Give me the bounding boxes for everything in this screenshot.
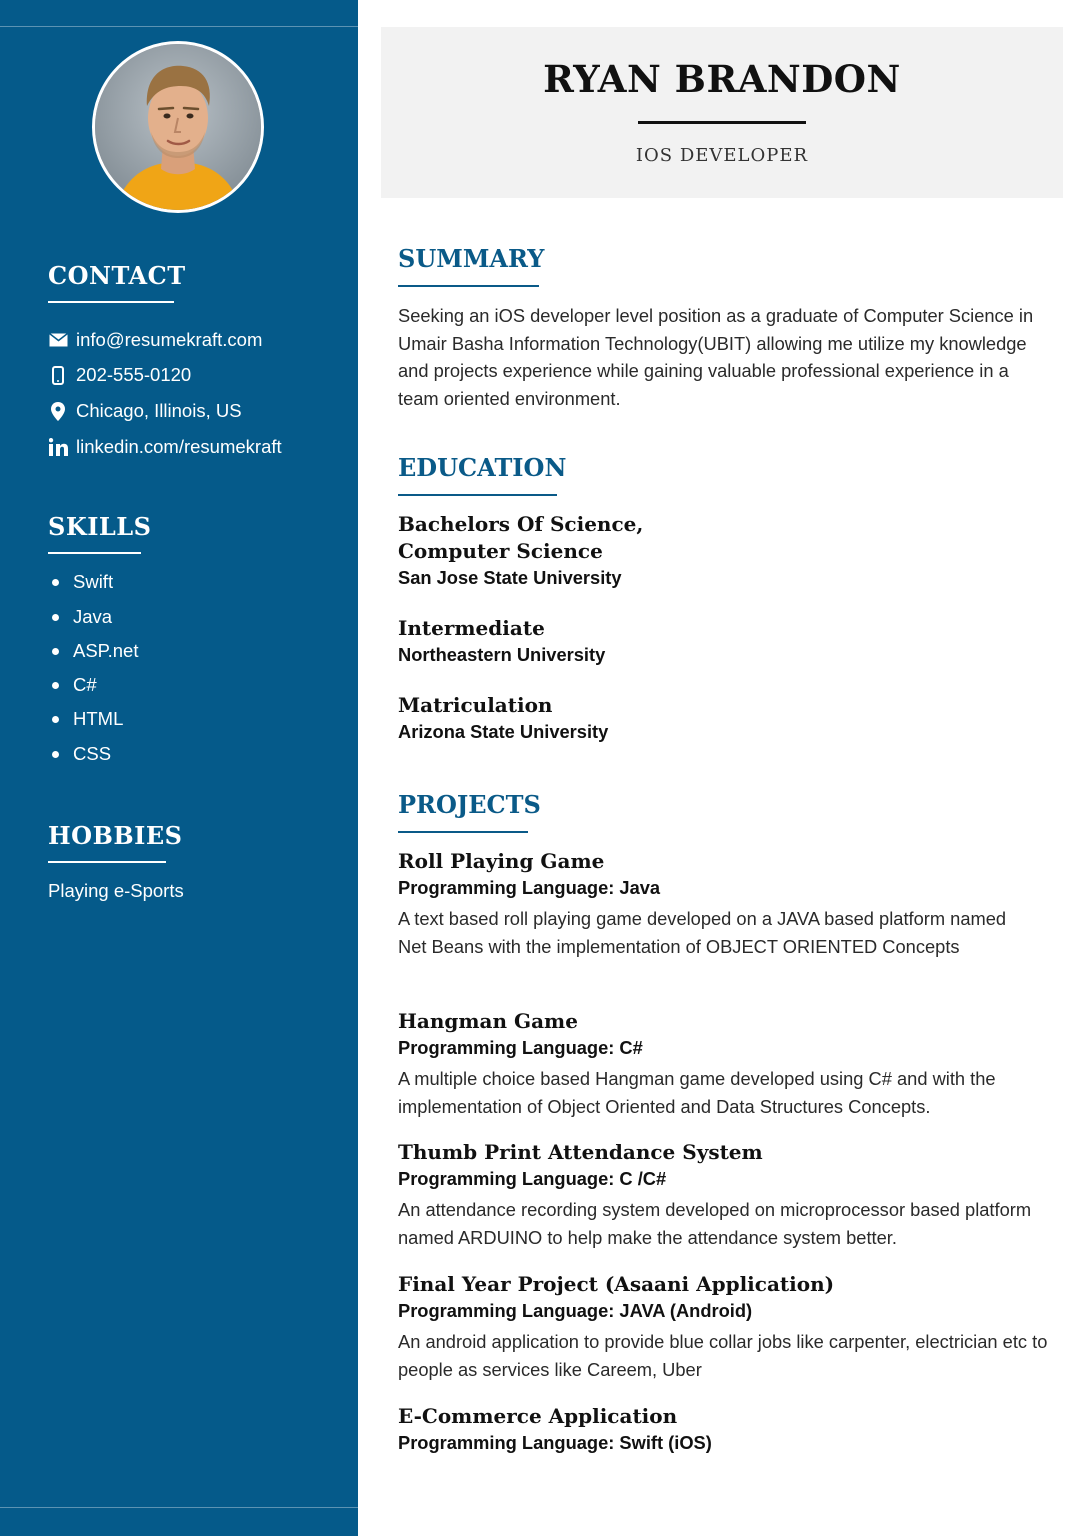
hobbies-heading: HOBBIES	[48, 821, 183, 850]
contact-email[interactable]	[48, 329, 262, 351]
education-heading: EDUCATION	[398, 453, 567, 482]
project-title: Roll Playing Game	[398, 849, 605, 873]
skill-item: Java	[52, 606, 112, 628]
project-description: A text based roll playing game developed on a JAVA based platform named Net Beans with the implementation of OBJECT ORIENTED Concepts	[398, 908, 1007, 957]
project-language: Programming Language: C#	[398, 1037, 643, 1058]
bullet-icon	[52, 614, 59, 621]
education-degree: Matriculation	[398, 693, 553, 717]
sidebar-divider	[0, 26, 358, 27]
phone-icon	[48, 365, 68, 385]
hobbies-underline	[48, 861, 166, 863]
project-title: Thumb Print Attendance System	[398, 1140, 763, 1164]
summary-heading: SUMMARY	[398, 244, 545, 273]
projects-underline	[398, 831, 528, 833]
project-title: Hangman Game	[398, 1009, 578, 1033]
envelope-icon	[48, 330, 68, 350]
education-school: Northeastern University	[398, 644, 606, 665]
education-school: Arizona State University	[398, 721, 609, 742]
sidebar-divider	[0, 1507, 358, 1508]
education-underline	[398, 494, 557, 496]
project-language: Programming Language: C /C#	[398, 1168, 667, 1189]
location-text: Chicago, Illinois, US	[76, 400, 242, 421]
project-title: Final Year Project (Asaani Application)	[398, 1272, 835, 1296]
project-language: Programming Language: Swift (iOS)	[398, 1432, 712, 1453]
phone-text: 202-555-0120	[76, 364, 192, 385]
project-description: An android application to provide blue collar jobs like carpenter, electrician etc to people as services like Careem, Uber	[398, 1331, 1048, 1380]
projects-heading: PROJECTS	[398, 790, 541, 819]
skill-item: Swift	[52, 571, 113, 593]
project-description: An attendance recording system developed on microprocessor based platform named ARDUINO to help make the attendance system better.	[398, 1199, 1032, 1248]
avatar	[92, 41, 264, 213]
bullet-icon	[52, 579, 59, 586]
education-degree: Bachelors Of Science, Computer Science	[398, 512, 644, 563]
person-role: IOS DEVELOPER	[635, 145, 809, 166]
summary-underline	[398, 285, 539, 287]
bullet-icon	[52, 716, 59, 723]
skill-item: C#	[52, 674, 97, 696]
bullet-icon	[52, 648, 59, 655]
project-title: E-Commerce Application	[398, 1404, 678, 1428]
project-language: Programming Language: Java	[398, 877, 661, 898]
map-pin-icon	[48, 401, 68, 421]
contact-linkedin[interactable]	[48, 436, 282, 458]
name-header	[381, 27, 1063, 198]
project-description: A multiple choice based Hangman game developed using C# and with the implementation of Object Oriented and Data Structures Concepts.	[398, 1068, 996, 1117]
skills-underline	[48, 552, 141, 554]
education-school: San Jose State University	[398, 567, 622, 588]
name-underline	[638, 121, 806, 124]
skill-item: CSS	[52, 743, 111, 765]
contact-phone[interactable]	[48, 364, 191, 386]
contact-underline	[48, 301, 174, 303]
skill-item: HTML	[52, 708, 123, 730]
linkedin-text: linkedin.com/resumekraft	[76, 436, 282, 457]
sidebar	[0, 0, 358, 1536]
contact-location	[48, 400, 242, 422]
portrait-photo	[95, 44, 261, 210]
email-text: info@resumekraft.com	[76, 329, 263, 350]
person-name: RYAN BRANDON	[543, 57, 901, 101]
project-language: Programming Language: JAVA (Android)	[398, 1300, 753, 1321]
bullet-icon	[52, 682, 59, 689]
bullet-icon	[52, 751, 59, 758]
hobby-item: Playing e-Sports	[48, 880, 184, 901]
contact-heading: CONTACT	[48, 261, 186, 290]
summary-text: Seeking an iOS developer level position as a graduate of Computer Science in Umair Basha Information Technology(UBIT) allowing me utilize my knowledge and projects experience while gaining valuable professional experience in a team oriented environment.	[398, 305, 1034, 409]
skills-heading: SKILLS	[48, 512, 152, 541]
education-degree: Intermediate	[398, 616, 545, 640]
skill-item: ASP.net	[52, 640, 139, 662]
linkedin-icon	[48, 437, 68, 457]
